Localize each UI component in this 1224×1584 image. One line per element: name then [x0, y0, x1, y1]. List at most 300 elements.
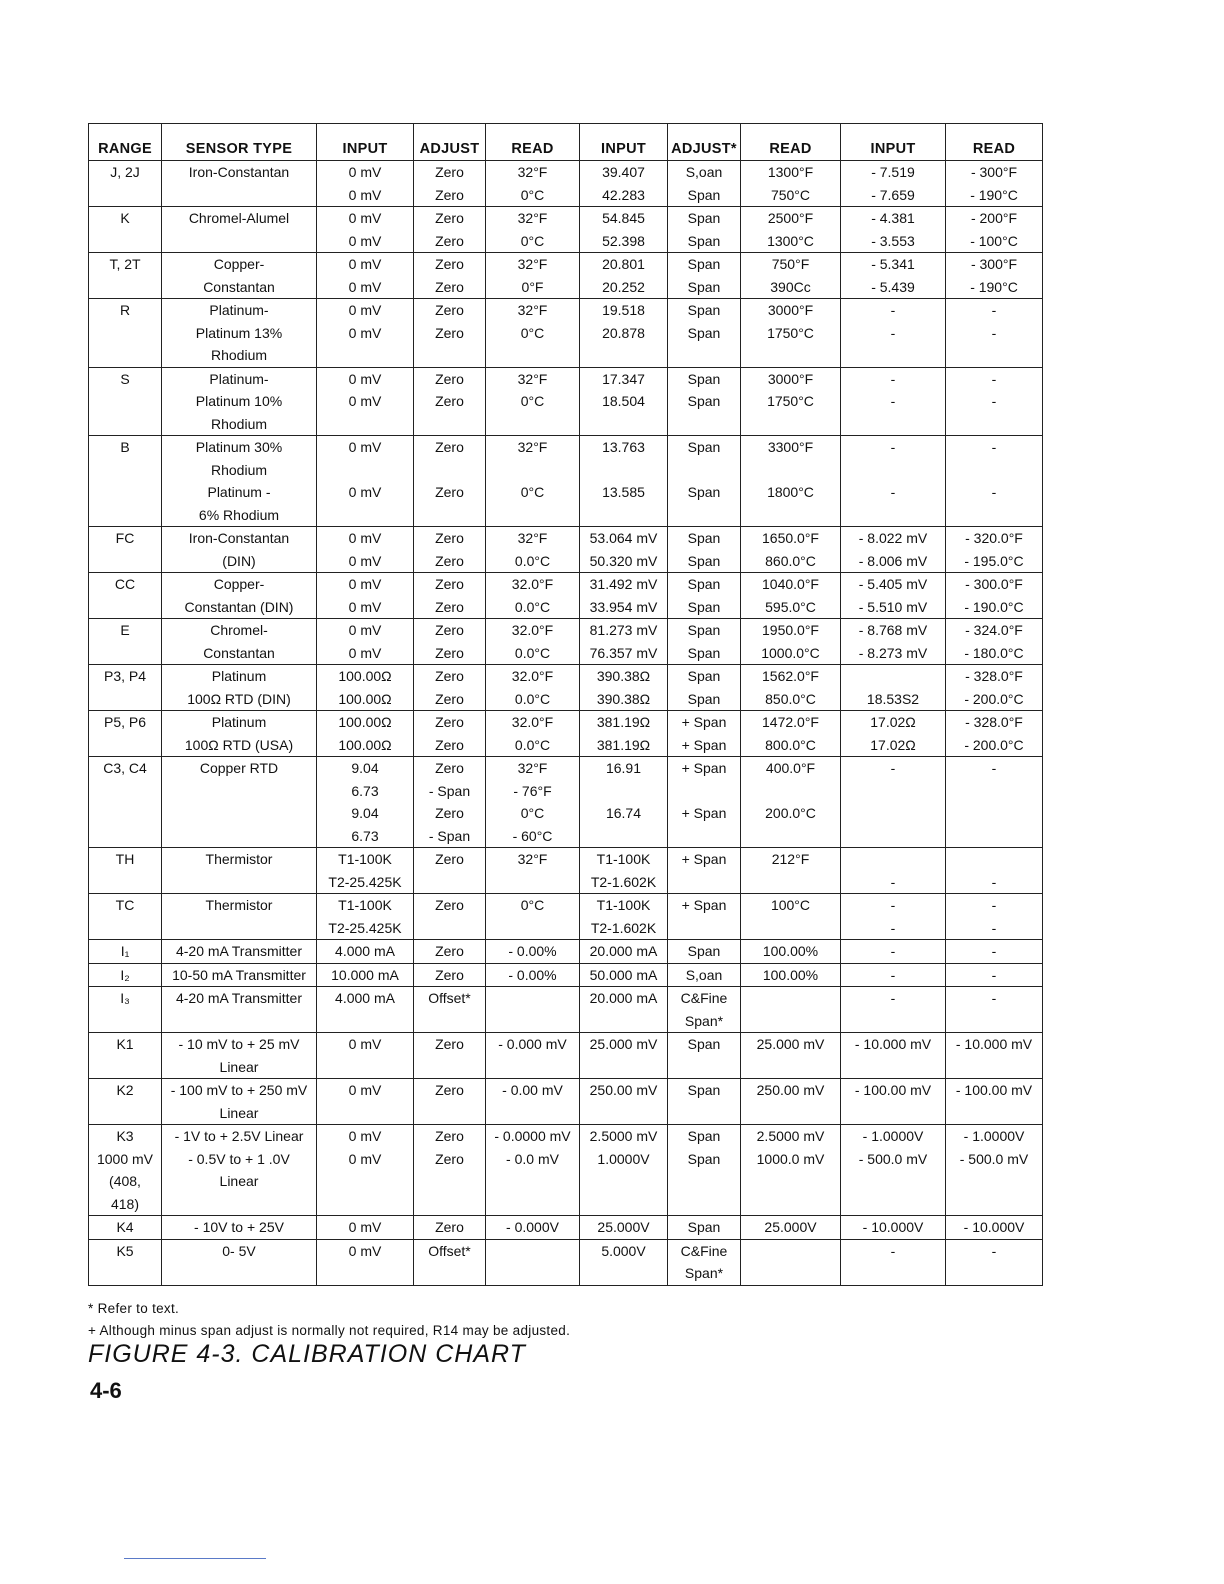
cell-line: - 10.000V	[963, 1219, 1025, 1235]
cell-input-1	[317, 665, 414, 711]
cell-line	[488, 1102, 577, 1125]
cell-line	[91, 413, 159, 436]
cell-line: - 5.405 mV	[858, 576, 928, 592]
cell-line: 32°F	[517, 302, 548, 318]
cell-line: 750°C	[770, 186, 811, 203]
table-row	[89, 619, 1043, 665]
cell-line	[416, 871, 483, 894]
cell-line: TH	[115, 851, 135, 867]
cell-line: R	[119, 302, 131, 318]
cell-line	[843, 504, 943, 527]
cell-read-3	[946, 963, 1043, 987]
cell-line: 381.19Ω	[596, 736, 651, 753]
cell-line: -	[890, 943, 896, 959]
cell-line: 200.0°C	[765, 805, 816, 821]
cell-adjust-1	[414, 573, 486, 619]
cell-adjust-1	[414, 757, 486, 848]
cell-read-2	[741, 940, 841, 964]
cell-line: Span	[687, 1150, 721, 1167]
table-row	[89, 573, 1043, 619]
cell-line	[743, 871, 838, 894]
cell-line	[948, 1193, 1040, 1216]
cell-adjust-2	[668, 207, 741, 253]
cell-line	[91, 734, 159, 757]
cell-line	[91, 596, 159, 619]
cell-line: - 100.00 mV	[955, 1082, 1033, 1098]
cell-line	[488, 987, 577, 1010]
cell-line: Zero	[435, 302, 464, 318]
cell-line: 850.0°C	[765, 690, 816, 707]
cell-line: - 300.0°F	[965, 576, 1023, 592]
cell-line: 0.0°C	[514, 598, 551, 615]
table-row	[89, 299, 1043, 368]
cell-read-2	[741, 1239, 841, 1285]
cell-read-1	[486, 1239, 580, 1285]
cell-line: 50.320 mV	[589, 552, 658, 569]
cell-line	[843, 1056, 943, 1079]
cell-range	[89, 527, 162, 573]
cell-line	[416, 917, 483, 940]
cell-read-1	[486, 963, 580, 987]
cell-adjust-1	[414, 963, 486, 987]
cell-line: 0.0°C	[514, 736, 551, 753]
cell-line	[743, 1010, 838, 1033]
cell-line	[91, 917, 159, 940]
cell-sensor-type	[162, 527, 317, 573]
table-row	[89, 527, 1043, 573]
cell-range	[89, 1239, 162, 1285]
cell-read-2	[741, 573, 841, 619]
cell-line: - 190°C	[970, 278, 1018, 295]
cell-line: Zero	[435, 1150, 464, 1167]
cell-line: Span	[687, 690, 721, 707]
cell-line: 17.347	[602, 370, 645, 387]
cell-line: C3, C4	[103, 760, 147, 776]
cell-line: - 328.0°F	[965, 714, 1023, 730]
cell-line	[319, 344, 411, 367]
cell-line: 32°F	[517, 760, 548, 776]
cell-line: 13.763	[602, 439, 645, 455]
cell-read-1	[486, 757, 580, 848]
cell-line: S	[120, 370, 130, 387]
cell-line: -	[890, 760, 896, 776]
cell-line: - Span	[428, 827, 471, 844]
cell-line: 25.000 mV	[589, 1036, 658, 1052]
cell-line	[843, 780, 943, 803]
cell-line: -	[991, 370, 997, 387]
cell-line: 20.801	[602, 256, 645, 272]
cell-range	[89, 619, 162, 665]
cell-line: Zero	[435, 530, 464, 546]
cell-line	[743, 1262, 838, 1285]
cell-input-1	[317, 963, 414, 987]
cell-line	[948, 1262, 1040, 1285]
cell-line: T2-1.602K	[590, 919, 657, 936]
cell-line: -	[991, 324, 997, 341]
cell-line: S,oan	[685, 966, 723, 983]
cell-adjust-1	[414, 848, 486, 894]
cell-line: T1-100K	[338, 851, 392, 867]
cell-line: 0 mV	[348, 186, 382, 203]
cell-line: 1.0000V	[597, 1150, 650, 1167]
cell-line	[488, 917, 577, 940]
table-row	[89, 1033, 1043, 1079]
cell-line: 400.0°F	[765, 760, 816, 776]
cell-line: Span	[687, 622, 721, 638]
divider-line	[124, 1558, 266, 1559]
cell-line: Linear	[219, 1173, 259, 1189]
cell-line	[582, 413, 665, 436]
cell-input-2	[580, 1239, 668, 1285]
table-row	[89, 1239, 1043, 1285]
cell-line	[416, 1102, 483, 1125]
cell-line	[582, 1262, 665, 1285]
cell-input-1	[317, 207, 414, 253]
cell-line: 32.0°F	[511, 622, 554, 638]
cell-input-3	[841, 711, 946, 757]
cell-line	[843, 825, 943, 848]
cell-line: 0 mV	[348, 1219, 382, 1235]
cell-line: Span	[687, 530, 721, 546]
cell-line: 20.000 mA	[589, 990, 658, 1006]
cell-line: -	[991, 990, 997, 1006]
cell-line: Linear	[219, 1104, 259, 1121]
cell-line: 0.0°C	[514, 644, 551, 661]
cell-adjust-2	[668, 848, 741, 894]
cell-line: - 3.553	[871, 232, 915, 249]
cell-line: 0 mV	[348, 622, 382, 638]
cell-line	[488, 504, 577, 527]
cell-read-1	[486, 1125, 580, 1216]
cell-read-3	[946, 436, 1043, 527]
cell-line: Span	[687, 370, 721, 387]
cell-line: 0 mV	[348, 552, 382, 569]
cell-line: 0 mV	[348, 302, 382, 318]
cell-line: - 300°F	[970, 164, 1018, 180]
cell-input-3	[841, 894, 946, 940]
cell-input-2	[580, 207, 668, 253]
cell-line: S,oan	[685, 164, 723, 180]
cell-line: 10-50 mA Transmitter	[172, 966, 306, 983]
cell-input-1	[317, 1125, 414, 1216]
cell-input-3	[841, 367, 946, 436]
cell-line	[843, 413, 943, 436]
cell-range	[89, 711, 162, 757]
cell-input-3	[841, 161, 946, 207]
cell-read-1	[486, 665, 580, 711]
cell-line: - 200.0°C	[964, 736, 1024, 753]
cell-input-1	[317, 161, 414, 207]
cell-line	[164, 1010, 314, 1033]
cell-sensor-type	[162, 253, 317, 299]
cell-range	[89, 573, 162, 619]
cell-line: 25.000V	[764, 1219, 817, 1235]
cell-line: 32°F	[517, 164, 548, 180]
cell-adjust-2	[668, 1239, 741, 1285]
cell-line: - 4.381	[871, 210, 915, 226]
cell-line: 3000°F	[767, 302, 814, 318]
cell-sensor-type	[162, 940, 317, 964]
cell-adjust-1	[414, 527, 486, 573]
cell-adjust-2	[668, 436, 741, 527]
cell-line	[582, 459, 665, 482]
cell-line: -	[890, 484, 896, 500]
cell-line: - Span	[428, 782, 471, 799]
cell-line	[743, 1170, 838, 1193]
table-row	[89, 253, 1043, 299]
cell-line: 17.02Ω	[870, 714, 916, 730]
cell-line: K2	[116, 1082, 134, 1098]
cell-line: - 200°F	[970, 210, 1018, 226]
table-row	[89, 436, 1043, 527]
cell-line: Span	[687, 302, 721, 318]
table-row	[89, 1079, 1043, 1125]
cell-input-2	[580, 299, 668, 368]
cell-line: - 8.768 mV	[858, 622, 928, 638]
cell-line: Span*	[684, 1012, 724, 1029]
cell-read-3	[946, 1239, 1043, 1285]
cell-input-3	[841, 848, 946, 894]
cell-line: T2-25.425K	[328, 919, 402, 936]
cell-line: 100.00Ω	[338, 736, 392, 753]
cell-line: 212°F	[771, 851, 810, 867]
table-row	[89, 963, 1043, 987]
cell-line: I₂	[120, 966, 130, 983]
table-row	[89, 665, 1043, 711]
cell-line	[91, 276, 159, 299]
cell-line: Platinum 10%	[195, 393, 283, 409]
cell-sensor-type	[162, 299, 317, 368]
cell-line	[582, 1056, 665, 1079]
cell-line: E	[120, 622, 130, 638]
cell-read-3	[946, 1125, 1043, 1216]
cell-adjust-2	[668, 963, 741, 987]
cell-line: FC	[115, 530, 135, 546]
cell-line	[164, 802, 314, 825]
cell-line	[488, 1262, 577, 1285]
cell-line	[948, 344, 1040, 367]
cell-input-3	[841, 1239, 946, 1285]
cell-line	[91, 504, 159, 527]
cell-line: Offset*	[428, 1242, 471, 1259]
cell-input-1	[317, 894, 414, 940]
cell-sensor-type	[162, 1125, 317, 1216]
cell-line	[670, 1170, 738, 1193]
header-input-2: INPUT	[580, 124, 668, 161]
cell-line: - 0.00%	[508, 966, 557, 983]
cell-line: 100.00Ω	[338, 714, 392, 730]
cell-line: 25.000 mV	[756, 1036, 825, 1052]
cell-line: Zero	[435, 760, 464, 776]
cell-line: 860.0°C	[765, 552, 816, 569]
cell-input-1	[317, 757, 414, 848]
cell-line: 0 mV	[348, 644, 382, 661]
cell-range	[89, 1125, 162, 1216]
cell-adjust-1	[414, 987, 486, 1033]
cell-adjust-1	[414, 1216, 486, 1240]
table-row	[89, 161, 1043, 207]
cell-adjust-1	[414, 299, 486, 368]
cell-line: 33.954 mV	[589, 598, 658, 615]
cell-line: -	[890, 324, 896, 341]
cell-line: -	[991, 873, 997, 890]
cell-line: - 100.00 mV	[854, 1082, 932, 1098]
cell-line: 1562.0°F	[762, 668, 819, 684]
cell-line	[91, 230, 159, 253]
cell-line: - 200.0°C	[964, 690, 1024, 707]
cell-read-1	[486, 527, 580, 573]
cell-line	[91, 802, 159, 825]
cell-line	[488, 1056, 577, 1079]
cell-line: - 8.006 mV	[858, 552, 928, 569]
cell-line: 0 mV	[348, 324, 382, 341]
cell-input-3	[841, 253, 946, 299]
cell-range	[89, 1079, 162, 1125]
cell-line	[670, 459, 738, 482]
cell-read-2	[741, 848, 841, 894]
cell-input-1	[317, 1239, 414, 1285]
cell-line: - 320.0°F	[965, 530, 1023, 546]
cell-line: Chromel-	[210, 622, 268, 638]
cell-adjust-1	[414, 1125, 486, 1216]
cell-line: -	[890, 302, 896, 318]
cell-sensor-type	[162, 573, 317, 619]
cell-line	[670, 1193, 738, 1216]
cell-read-3	[946, 1033, 1043, 1079]
cell-read-3	[946, 161, 1043, 207]
cell-line: - 0.0000 mV	[494, 1128, 571, 1144]
cell-line: 81.273 mV	[589, 622, 658, 638]
cell-line: Span	[687, 576, 721, 592]
cell-line	[582, 1170, 665, 1193]
cell-line: 2.5000 mV	[589, 1128, 658, 1144]
cell-line: 3000°F	[767, 370, 814, 387]
cell-read-1	[486, 207, 580, 253]
cell-line: Span	[687, 552, 721, 569]
cell-line: -	[991, 393, 997, 409]
cell-line: Zero	[435, 966, 464, 983]
cell-line	[948, 848, 1040, 871]
cell-line: - 10.000 mV	[854, 1036, 932, 1052]
cell-line: - 100 mV to + 250 mV	[170, 1082, 308, 1098]
cell-line: Zero	[435, 256, 464, 272]
cell-line: 32°F	[517, 851, 548, 867]
cell-line: - 10V to + 25V	[194, 1219, 284, 1235]
cell-line: 0°F	[521, 278, 544, 295]
table-body	[89, 161, 1043, 1286]
cell-line: 6% Rhodium	[198, 506, 280, 523]
cell-read-1	[486, 299, 580, 368]
cell-input-2	[580, 619, 668, 665]
cell-line: Platinum-	[209, 370, 269, 387]
cell-sensor-type	[162, 1216, 317, 1240]
cell-line: 100Ω RTD (USA)	[184, 736, 294, 753]
cell-line	[91, 1010, 159, 1033]
cell-line	[91, 550, 159, 573]
cell-line: Span	[687, 1128, 721, 1144]
cell-line	[743, 780, 838, 803]
cell-line: Platinum	[211, 714, 267, 730]
cell-line	[843, 1193, 943, 1216]
cell-line: Zero	[435, 644, 464, 661]
table-row	[89, 207, 1043, 253]
cell-input-2	[580, 1216, 668, 1240]
cell-read-2	[741, 619, 841, 665]
cell-line	[843, 848, 943, 871]
cell-adjust-1	[414, 894, 486, 940]
cell-read-3	[946, 757, 1043, 848]
cell-line	[488, 459, 577, 482]
cell-line: 20.000 mA	[589, 943, 658, 959]
cell-line: 0 mV	[348, 598, 382, 615]
cell-adjust-1	[414, 1079, 486, 1125]
cell-adjust-1	[414, 711, 486, 757]
cell-line: 42.283	[602, 186, 645, 203]
cell-adjust-1	[414, 619, 486, 665]
cell-line	[743, 917, 838, 940]
cell-adjust-2	[668, 711, 741, 757]
cell-line	[91, 459, 159, 482]
header-adjust-1: ADJUST	[414, 124, 486, 161]
cell-line	[843, 665, 943, 688]
cell-line: K3	[116, 1128, 134, 1144]
cell-line: 0 mV	[348, 393, 382, 409]
cell-line	[416, 1262, 483, 1285]
cell-line: 0 mV	[348, 1082, 382, 1098]
cell-line: - 195.0°C	[964, 552, 1024, 569]
cell-line	[743, 504, 838, 527]
cell-line: Zero	[435, 1082, 464, 1098]
cell-input-1	[317, 711, 414, 757]
cell-line: K5	[116, 1242, 134, 1259]
cell-line: Span	[687, 210, 721, 226]
cell-line: 0 mV	[348, 1242, 382, 1259]
cell-line: 32°F	[517, 256, 548, 272]
cell-adjust-2	[668, 1125, 741, 1216]
cell-line: 20.252	[602, 278, 645, 295]
cell-sensor-type	[162, 207, 317, 253]
cell-line: - 324.0°F	[965, 622, 1023, 638]
cell-line: Copper-	[213, 256, 265, 272]
cell-line	[416, 1056, 483, 1079]
cell-range	[89, 1216, 162, 1240]
cell-line: Platinum	[211, 668, 267, 684]
cell-adjust-1	[414, 367, 486, 436]
cell-input-2	[580, 711, 668, 757]
cell-input-3	[841, 963, 946, 987]
cell-line: K4	[116, 1219, 134, 1235]
cell-line: 250.00 mV	[756, 1082, 825, 1098]
cell-line	[91, 825, 159, 848]
cell-read-1	[486, 436, 580, 527]
cell-sensor-type	[162, 367, 317, 436]
footnote-span-adjust: + Although minus span adjust is normally not required, R14 may be adjusted.	[88, 1323, 571, 1338]
cell-read-2	[741, 665, 841, 711]
cell-line: - 60°C	[512, 827, 553, 844]
cell-line	[91, 871, 159, 894]
cell-input-3	[841, 1125, 946, 1216]
cell-adjust-2	[668, 665, 741, 711]
cell-line: P5, P6	[103, 714, 147, 730]
cell-line: Span	[687, 1036, 721, 1052]
cell-input-1	[317, 987, 414, 1033]
cell-adjust-1	[414, 1033, 486, 1079]
cell-line: - 300°F	[970, 256, 1018, 272]
figure-title: FIGURE 4-3. CALIBRATION CHART	[88, 1340, 526, 1368]
cell-range	[89, 207, 162, 253]
cell-line: - 10.000V	[862, 1219, 924, 1235]
cell-line: + Span	[681, 736, 727, 753]
